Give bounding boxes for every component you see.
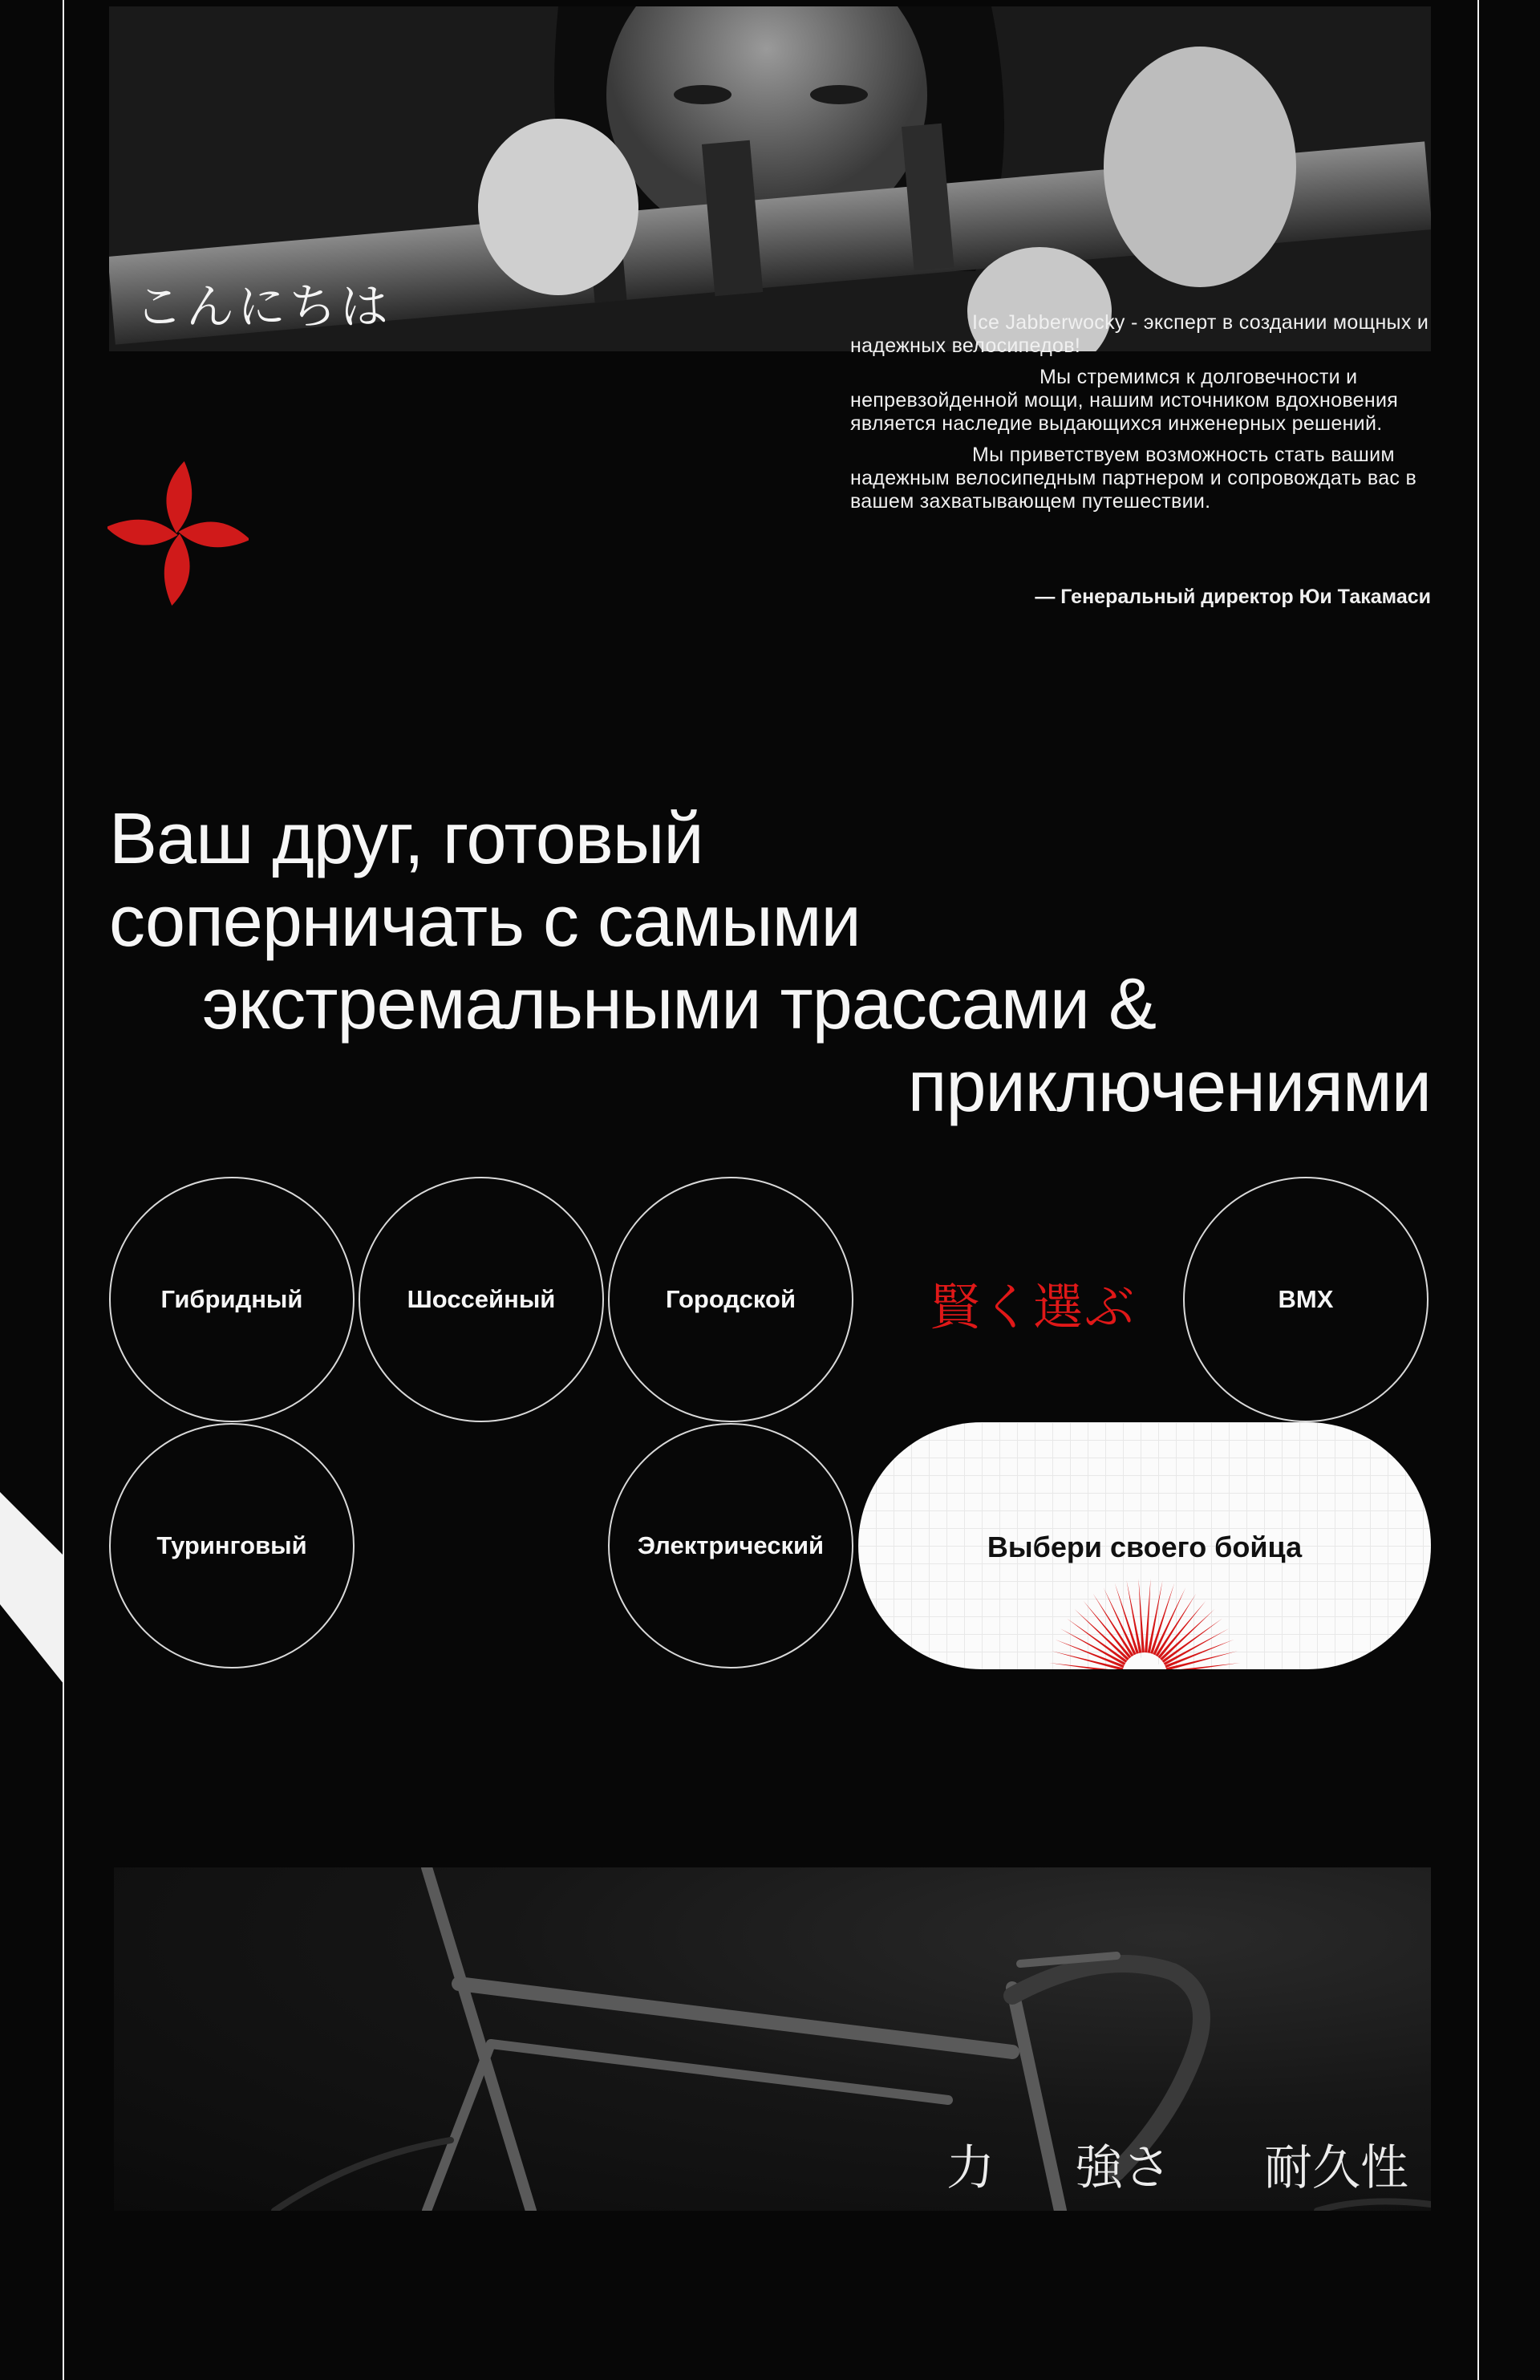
choose-wisely-tagline: 賢く選ぶ: [930, 1280, 1137, 1336]
sunburst-ray: [1160, 1609, 1214, 1660]
category-bmx-button[interactable]: BMX: [1183, 1177, 1429, 1422]
sunburst-ray: [1166, 1651, 1238, 1669]
hero-greeting: こんにちは: [135, 280, 391, 334]
category-city-button[interactable]: Городской: [608, 1177, 853, 1422]
headline-line-4: приключениями: [907, 1047, 1431, 1127]
frame-right-line: [1477, 0, 1479, 2380]
category-hybrid-button[interactable]: Гибридный: [109, 1177, 355, 1422]
frame-left-line: [63, 0, 64, 2380]
bike-photo-illustration: [114, 1867, 1431, 2211]
diagonal-stripe: [0, 1492, 64, 1701]
headline-line-3: экстремальными трассами &: [202, 964, 1157, 1044]
intro-paragraph-3: Мы приветствуем возможность стать вашим надежным велосипедным партнером и сопровождать вас в вашем захватывающем путешествии.: [850, 444, 1417, 513]
brand-logo-icon: [107, 461, 249, 606]
sunburst-ray: [1138, 1579, 1144, 1652]
headline-line-1: Ваш друг, готовый: [109, 799, 703, 879]
ceo-signature: — Генеральный директор Юи Такамаси: [1035, 586, 1431, 608]
headline-line-2: соперничать с самыми: [109, 882, 861, 962]
intro-paragraph-2: Мы стремимся к долговечности и непревзойденной мощи, нашим источником вдохновения является наследие выдающихся инженерных решений.: [850, 366, 1399, 435]
bike-word-strength: 強さ: [1075, 2141, 1171, 2195]
sunburst-ray: [1145, 1579, 1150, 1652]
bike-word-durability: 耐久性: [1264, 2141, 1408, 2195]
bike-photo: [114, 1867, 1431, 2211]
category-electric-button[interactable]: Электрический: [608, 1423, 853, 1668]
main-headline: [109, 798, 1431, 1129]
intro-text: [850, 311, 1431, 521]
choose-fighter-label: Выбери своего бойца: [987, 1531, 1303, 1563]
bike-word-power: 力: [946, 2141, 995, 2195]
category-touring-button[interactable]: Туринговый: [109, 1423, 355, 1668]
choose-fighter-button[interactable]: [858, 1422, 1431, 1669]
intro-paragraph-1: Ice Jabberwocky - эксперт в создании мощных и надежных велосипедов!: [850, 311, 1429, 357]
category-road-button[interactable]: Шоссейный: [359, 1177, 604, 1422]
sunburst-ray: [1075, 1609, 1129, 1660]
sunburst-icon: [1044, 1575, 1245, 1669]
sunburst-ray: [1052, 1651, 1124, 1669]
